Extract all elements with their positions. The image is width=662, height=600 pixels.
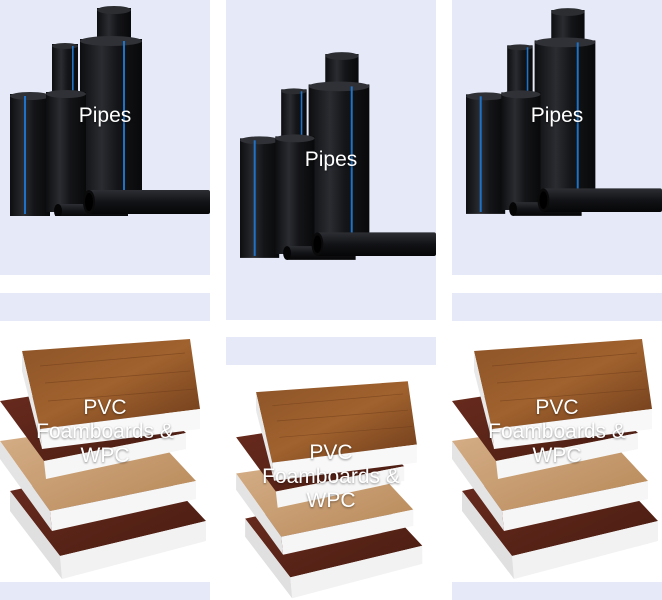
card-divider-bottom xyxy=(452,582,662,600)
foamboards-label: PVC Foamboards & WPC xyxy=(262,441,400,513)
pipes-card-1[interactable] xyxy=(0,0,210,275)
foamboards-card-2[interactable] xyxy=(226,365,436,600)
card-divider xyxy=(0,293,210,321)
foamboards-card-1[interactable] xyxy=(0,321,210,581)
pipes-label: Pipes xyxy=(304,148,358,171)
foamboards-label: PVC Foamboards & WPC xyxy=(36,396,174,468)
foamboards-label: PVC Foamboards & WPC xyxy=(488,396,626,468)
pipes-card-3[interactable] xyxy=(452,0,662,275)
pipes-card-2[interactable] xyxy=(226,0,436,320)
card-divider xyxy=(452,293,662,321)
pipes-label: Pipes xyxy=(530,104,584,127)
card-divider-bottom xyxy=(0,582,210,600)
foamboards-card-3[interactable] xyxy=(452,321,662,581)
card-divider xyxy=(226,337,436,365)
pipes-label: Pipes xyxy=(78,104,132,127)
